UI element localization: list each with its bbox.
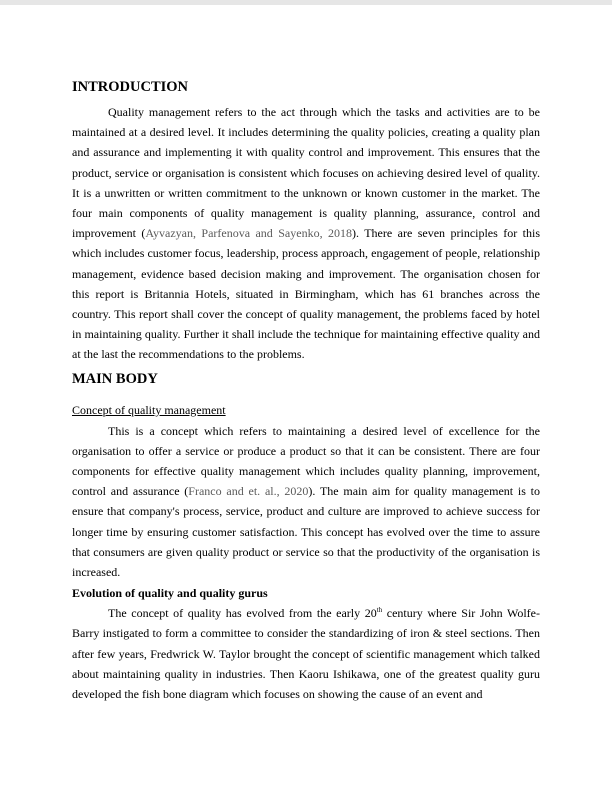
evolution-text-part-1: The concept of quality has evolved from the early 20 bbox=[108, 606, 377, 621]
page-top-edge bbox=[0, 0, 612, 5]
evolution-subheading: Evolution of quality and quality gurus bbox=[72, 586, 268, 601]
citation-franco: Franco and et. al., 2020 bbox=[188, 484, 309, 499]
intro-text-part-2: ). There are seven principles for this which includes customer focus, leadership, process approach, engagement of people, relationship management, evidence based decision making and improvement. The organisation chosen for this report is Britannia Hotels, situated in Birmingham, which has 61 branches across the country. This report shall cover the concept of quality management, the problems faced by hotel in maintaining quality. Further it shall include the technique for maintaining effective quality and at the last the recommendations to the problems. bbox=[72, 226, 541, 362]
concept-paragraph bbox=[72, 421, 540, 583]
evolution-text-part-2: century where Sir John Wolfe-Barry instigated to form a committee to consider the standardizing of iron & steel sections. Then after few years, Fredwrick W. Taylor brought the concept of scientific management which talked about maintaining quality in industries. Then Kaoru Ishikawa, one of the greatest quality guru developed the fish bone diagram which focuses on showing the cause of an event and bbox=[72, 606, 540, 702]
superscript-th: th bbox=[376, 606, 383, 615]
introduction-heading: INTRODUCTION bbox=[72, 79, 189, 95]
concept-subheading: Concept of quality management bbox=[72, 402, 226, 417]
introduction-paragraph bbox=[72, 102, 540, 365]
citation-ayvazyan: Ayvazyan, Parfenova and Sayenko, 2018 bbox=[145, 226, 353, 241]
concept-text-part-1: This is a concept which refers to maintaining a desired level of excellence for the organisation to offer a service or produce a product so that it can be consistent. There are four components for effective quality management which includes quality planning, improvement, control and assurance ( bbox=[72, 423, 540, 499]
main-body-heading: MAIN BODY bbox=[72, 370, 158, 387]
evolution-paragraph bbox=[72, 603, 540, 704]
intro-text-part-1: Quality management refers to the act through which the tasks and activities are to be maintained at a desired level. It includes determining the quality policies, creating a quality plan and assurance and implementing it with quality control and improvement. This ensures that the product, service or organisation is consistent which focuses on achieving desired level of quality. It is a unwritten or written commitment to the unknown or known customer in the market. The four main components of quality management is quality planning, assurance, control and improvement ( bbox=[72, 105, 540, 241]
concept-text-part-2: ). The main aim for quality management is to ensure that company's process, service, product and culture are improved to achieve success for longer time by ensuring customer satisfaction. This concept has evolved over the time to assure that consumers are given quality product or service so that the productivity of the organisation is increased. bbox=[72, 484, 541, 580]
